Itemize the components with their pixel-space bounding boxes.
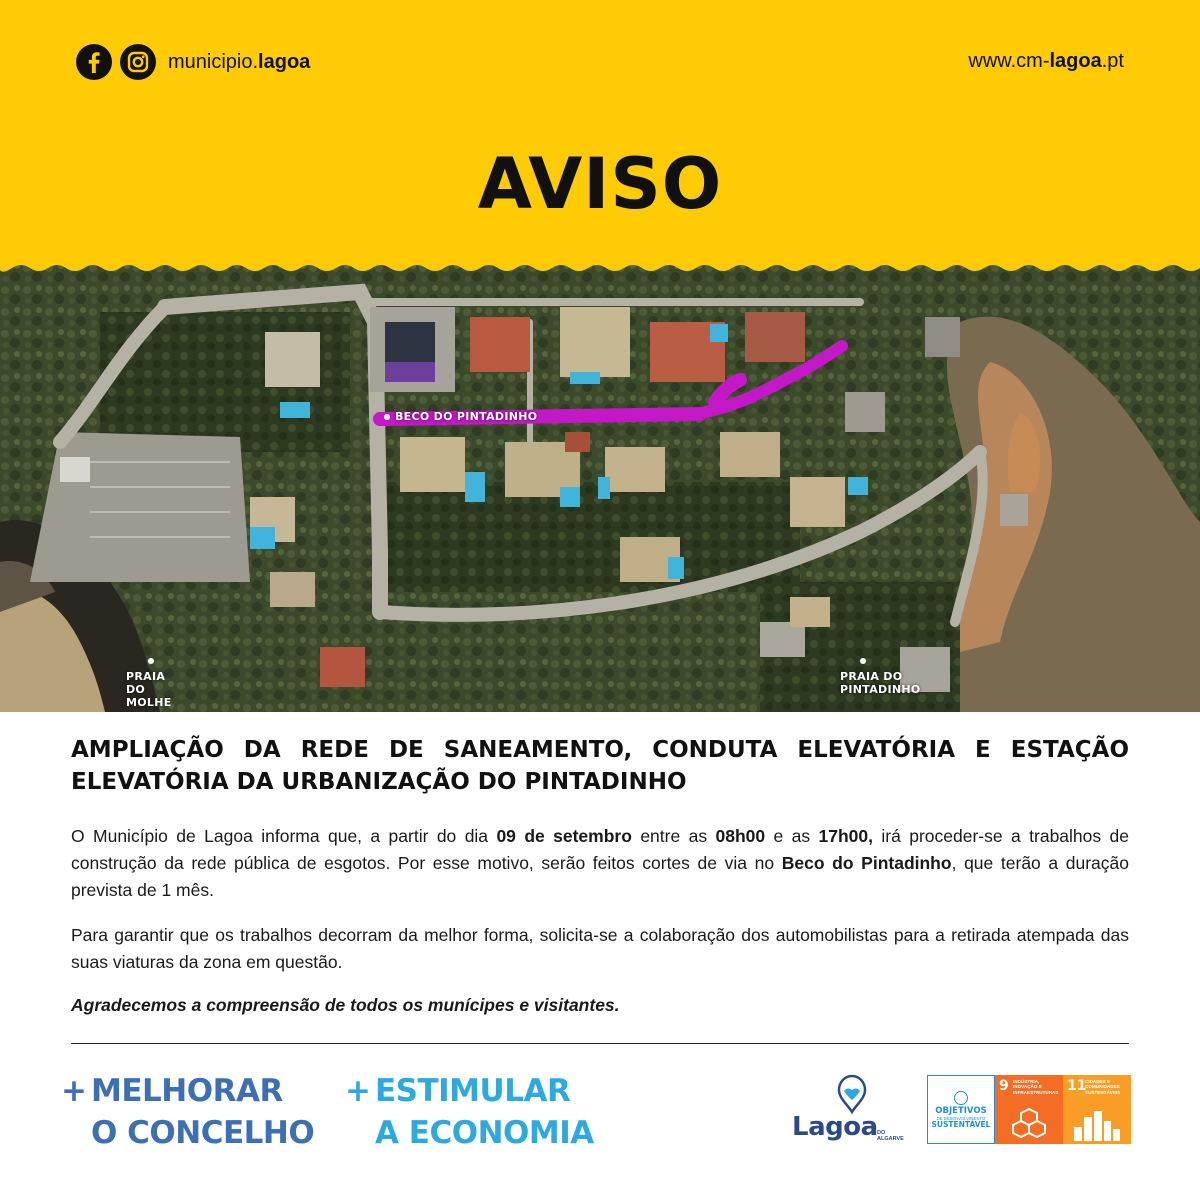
un-globe-icon [954,1091,968,1105]
notice-headline: AMPLIAÇÃO DA REDE DE SANEAMENTO, CONDUTA ELEVATÓRIA E ESTAÇÃO ELEVATÓRIA DA URBANIZAÇÃO DO PINTADINHO [71,737,1129,795]
header-banner [0,0,1200,262]
beach-label-molhe: PRAIA DO MOLHE [126,658,178,709]
slogan-estimular: + ESTIMULAR A ECONOMIA [345,1073,594,1151]
lagoa-wordmark: Lagoa [792,1112,878,1142]
industry-cubes-icon [1009,1107,1049,1141]
lagoa-logo [792,1074,907,1144]
lagoa-subtitle: DO ALGARVE [877,1130,904,1142]
sdg-11-badge: 11 CIDADES E COMUNIDADES SUSTENTÁVEIS [1063,1075,1131,1144]
social-links [76,44,310,80]
slogan-melhorar: + MELHORAR O CONCELHO [61,1073,315,1151]
page-title: AVISO [477,143,723,225]
facebook-icon[interactable] [76,44,112,80]
beach-label-pintadinho: PRAIA DO PINTADINHO [840,658,930,696]
notice-paragraph-2: Para garantir que os trabalhos decorram da melhor forma, solicita-se a colaboração dos automobilistas para a retirada atempada das suas viaturas da zona em questão. [71,925,1129,972]
street-label: BECO DO PINTADINHO [384,410,537,423]
sdg-9-badge: 9 INDÚSTRIA, INOVAÇÃO E INFRAESTRUTURAS [995,1075,1063,1144]
divider [71,1043,1129,1044]
sdg-main-badge: OBJETIVOS DE DESENVOLVIMENTO SUSTENTÁVEL [927,1075,995,1144]
website-link[interactable]: www.cm-lagoa.pt [968,50,1124,72]
aerial-map-graphic [0,262,1200,712]
notice-paragraph-1: O Município de Lagoa informa que, a partir do dia 09 de setembro entre as 08h00 e as 17h00, irá proceder-se a trabalhos de construção da rede pública de esgotos. Por esse motivo, serão feitos cortes de via no Beco do Pintadinho, que terão a duração prevista de 1 mês. [71,826,1130,900]
instagram-icon[interactable] [120,44,156,80]
social-handle[interactable]: municipio.lagoa [168,50,311,73]
sdg-badges [927,1075,1131,1144]
lagoa-drop-icon [832,1074,872,1114]
aerial-map [0,262,1200,712]
city-buildings-icon [1072,1109,1122,1141]
thanks-note: Agradecemos a compreensão de todos os munícipes e visitantes. [71,995,620,1015]
